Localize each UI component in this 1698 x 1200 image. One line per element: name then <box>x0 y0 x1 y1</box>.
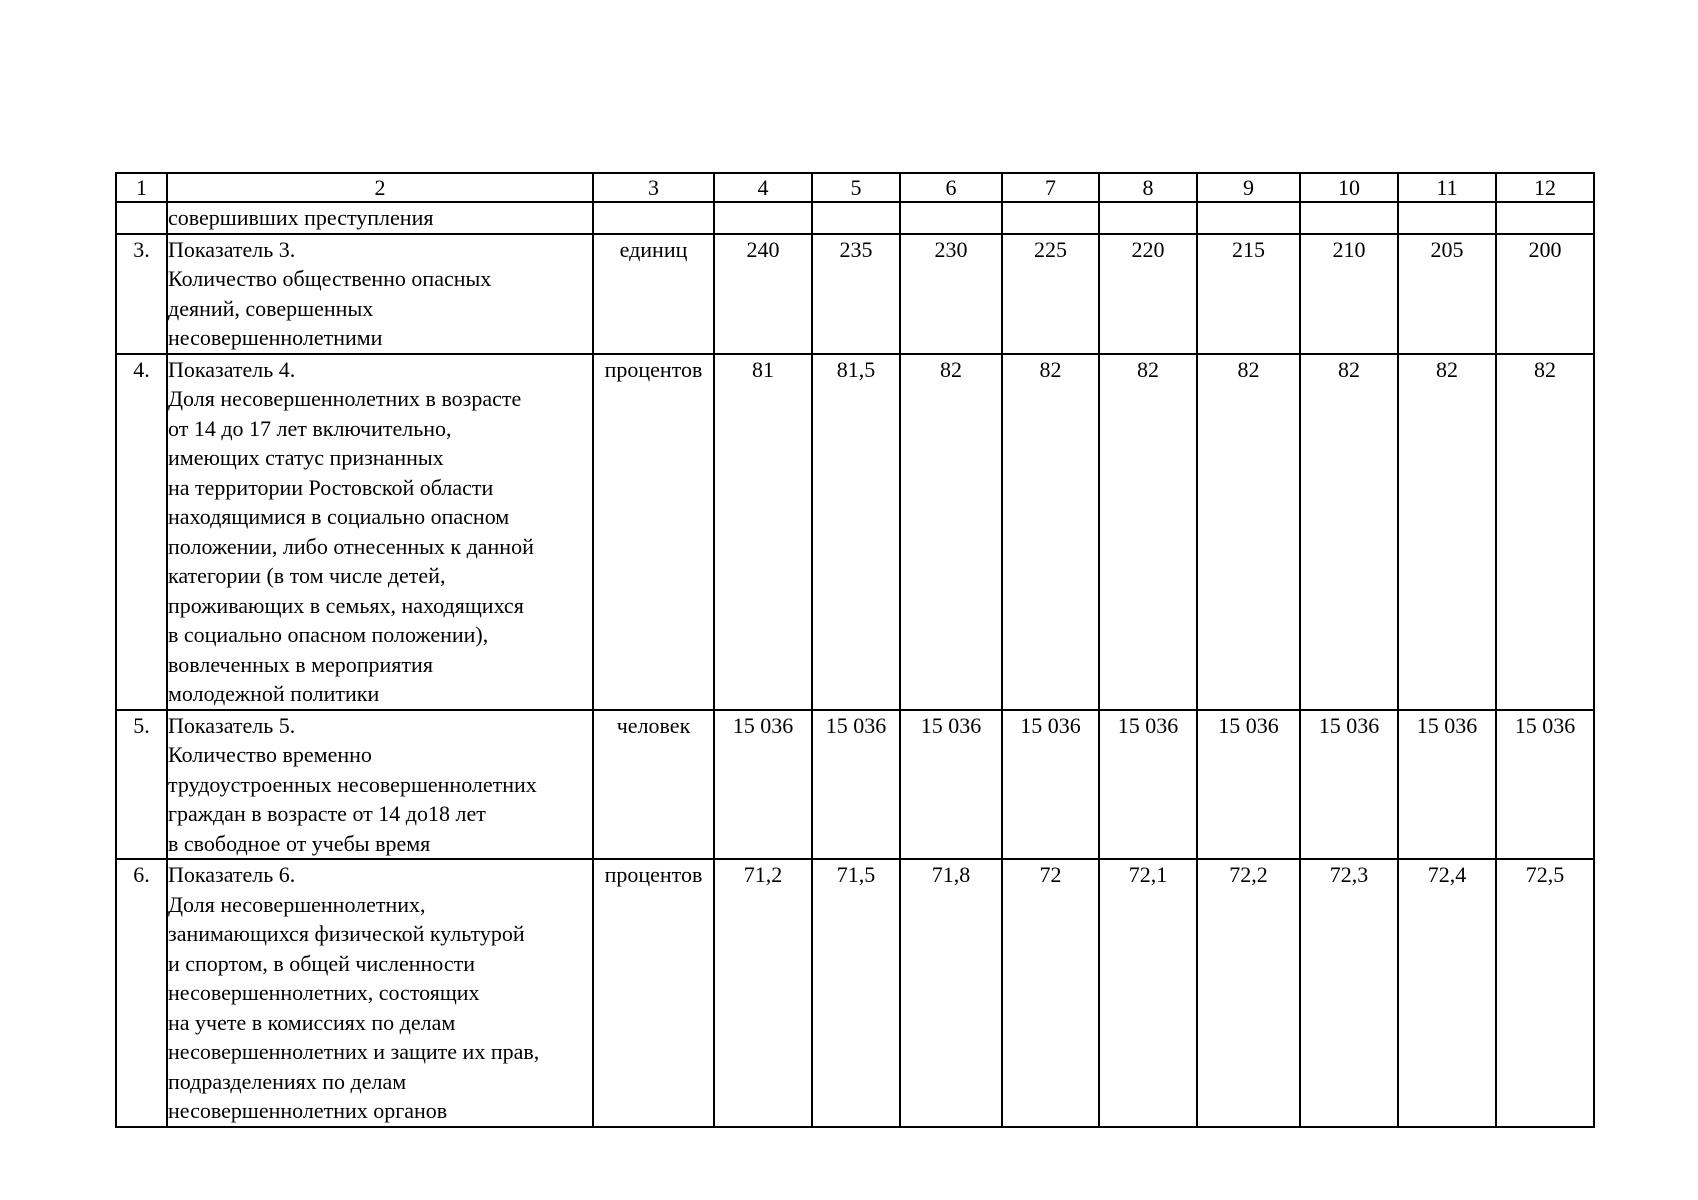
value-cell: 15 036 <box>1197 710 1300 860</box>
column-number: 6 <box>900 173 1002 202</box>
indicator-name-line: граждан в возрасте от 14 до18 лет <box>168 801 486 826</box>
indicator-name-line: категории (в том числе детей, <box>168 563 446 588</box>
indicator-name-line: в социально опасном положении), <box>168 622 489 647</box>
value-cell: 15 036 <box>812 710 900 860</box>
value-cell: 72,3 <box>1300 859 1398 1127</box>
value-cell: 71,2 <box>714 859 812 1127</box>
indicator-name-line: Доля несовершеннолетних в возрасте <box>168 386 522 411</box>
indicator-name-line: несовершеннолетних, состоящих <box>168 980 480 1005</box>
indicator-name-line: Показатель 6. <box>168 862 296 887</box>
unit-cell: процентов <box>593 354 714 710</box>
unit-cell: человек <box>593 710 714 860</box>
value-cell: 15 036 <box>1099 710 1197 860</box>
value-cell: 210 <box>1300 234 1398 354</box>
value-cell <box>1099 202 1197 234</box>
row-number-cell: 4. <box>116 354 167 710</box>
column-number: 3 <box>593 173 714 202</box>
value-cell: 15 036 <box>714 710 812 860</box>
value-cell: 15 036 <box>1300 710 1398 860</box>
value-cell: 81 <box>714 354 812 710</box>
indicator-name-line: деяний, совершенных <box>168 295 374 321</box>
indicator-name-line: Показатель 4. <box>168 356 296 382</box>
value-cell: 82 <box>1398 354 1496 710</box>
unit-cell: процентов <box>593 859 714 1127</box>
indicator-name-line: Доля несовершеннолетних, <box>168 891 426 917</box>
table-body <box>116 173 1594 1127</box>
indicator-name-line: трудоустроенных несовершеннолетних <box>168 771 537 797</box>
value-cell <box>1300 202 1398 234</box>
indicator-name-cell <box>167 354 593 710</box>
value-cell: 72 <box>1002 859 1099 1127</box>
value-cell: 72,5 <box>1496 859 1594 1127</box>
indicator-name-line: Количество временно <box>168 742 372 767</box>
value-cell: 82 <box>1300 354 1398 710</box>
value-cell: 72,4 <box>1398 859 1496 1127</box>
indicator-name-cell <box>167 202 593 234</box>
indicator-name-line: имеющих статус признанных <box>168 445 444 470</box>
indicator-name-line: находящимися в социально опасном <box>168 504 510 529</box>
continuation-row <box>116 202 1594 234</box>
value-cell: 81,5 <box>812 354 900 710</box>
indicator-name-line: несовершеннолетних и защите их прав, <box>168 1039 540 1064</box>
value-cell <box>1197 202 1300 234</box>
column-number: 2 <box>167 173 593 202</box>
value-cell: 72,2 <box>1197 859 1300 1127</box>
row-number-cell <box>116 202 167 234</box>
value-cell <box>1496 202 1594 234</box>
indicator-name-line: в свободное от учебы время <box>168 830 431 856</box>
value-cell <box>1398 202 1496 234</box>
column-number: 9 <box>1197 173 1300 202</box>
row-number-cell: 6. <box>116 859 167 1127</box>
indicator-name-line: положении, либо отнесенных к данной <box>168 533 534 559</box>
row-number-cell: 3. <box>116 234 167 354</box>
indicator-name-cell <box>167 710 593 860</box>
value-cell <box>1002 202 1099 234</box>
value-cell <box>900 202 1002 234</box>
value-cell: 15 036 <box>1496 710 1594 860</box>
value-cell: 240 <box>714 234 812 354</box>
indicator-name-line: подразделениях по делам <box>168 1068 407 1094</box>
value-cell: 200 <box>1496 234 1594 354</box>
value-cell: 15 036 <box>900 710 1002 860</box>
value-cell: 71,8 <box>900 859 1002 1127</box>
indicator-name-line: молодежной политики <box>168 681 380 706</box>
value-cell: 82 <box>1496 354 1594 710</box>
indicator-name-line: несовершеннолетних органов <box>168 1098 448 1123</box>
indicator-name-line: Показатель 3. <box>168 236 296 262</box>
column-number: 8 <box>1099 173 1197 202</box>
indicator-name-line: вовлеченных в мероприятия <box>168 651 433 677</box>
indicator-name-line: несовершеннолетними <box>168 325 383 350</box>
indicator-name-line: совершивших преступления <box>168 205 434 230</box>
value-cell: 15 036 <box>1398 710 1496 860</box>
value-cell: 215 <box>1197 234 1300 354</box>
value-cell: 82 <box>900 354 1002 710</box>
indicator-name-line: Количество общественно опасных <box>168 266 492 291</box>
column-number: 5 <box>812 173 900 202</box>
column-number: 11 <box>1398 173 1496 202</box>
indicator-name-line: от 14 до 17 лет включительно, <box>168 415 452 441</box>
indicator-name-line: Показатель 5. <box>168 712 296 738</box>
row-number-cell: 5. <box>116 710 167 860</box>
value-cell: 220 <box>1099 234 1197 354</box>
indicator-name-line: занимающихся физической культурой <box>168 921 525 946</box>
column-number: 1 <box>116 173 167 202</box>
value-cell: 205 <box>1398 234 1496 354</box>
indicators-table <box>115 172 1595 1128</box>
table-row <box>116 859 1594 1127</box>
unit-cell <box>593 202 714 234</box>
table-row <box>116 710 1594 860</box>
value-cell: 72,1 <box>1099 859 1197 1127</box>
column-number: 12 <box>1496 173 1594 202</box>
indicator-name-line: на учете в комиссиях по делам <box>168 1009 456 1035</box>
table-row <box>116 234 1594 354</box>
value-cell <box>714 202 812 234</box>
column-number: 7 <box>1002 173 1099 202</box>
value-cell: 82 <box>1099 354 1197 710</box>
indicator-name-cell <box>167 234 593 354</box>
value-cell: 15 036 <box>1002 710 1099 860</box>
value-cell: 230 <box>900 234 1002 354</box>
column-number: 10 <box>1300 173 1398 202</box>
value-cell: 82 <box>1002 354 1099 710</box>
table-row <box>116 354 1594 710</box>
column-number-header-row <box>116 173 1594 202</box>
value-cell: 235 <box>812 234 900 354</box>
indicator-name-cell <box>167 859 593 1127</box>
value-cell: 225 <box>1002 234 1099 354</box>
value-cell: 71,5 <box>812 859 900 1127</box>
indicator-name-line: и спортом, в общей численности <box>168 950 476 976</box>
indicator-name-line: на территории Ростовской области <box>168 474 494 500</box>
indicator-name-line: проживающих в семьях, находящихся <box>168 592 524 618</box>
column-number: 4 <box>714 173 812 202</box>
unit-cell: единиц <box>593 234 714 354</box>
value-cell: 82 <box>1197 354 1300 710</box>
value-cell <box>812 202 900 234</box>
